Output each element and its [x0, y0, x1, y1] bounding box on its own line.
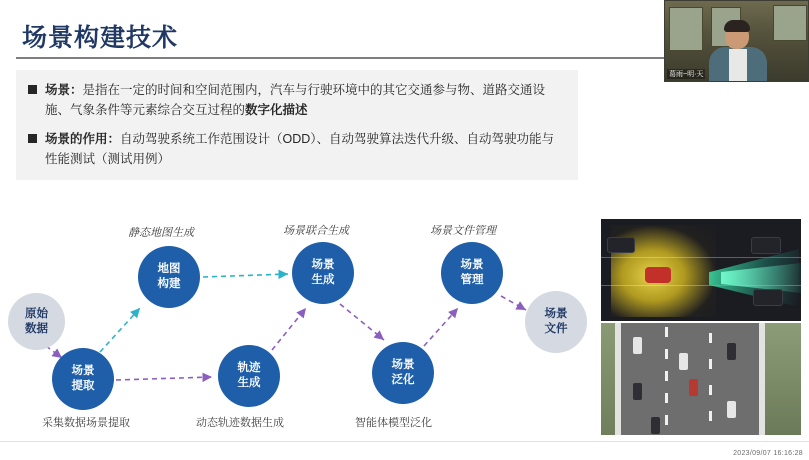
lane-dash	[709, 411, 712, 421]
road-edge-line	[615, 323, 621, 435]
vehicle-marker	[607, 237, 635, 253]
node-label-line2: 提取	[71, 380, 95, 392]
flow-node-map-building[interactable]	[138, 246, 200, 308]
flow-node-scene-extraction[interactable]	[52, 348, 114, 410]
caption-collect: 采集数据场景提取	[42, 417, 130, 429]
person-hair	[724, 20, 750, 32]
vehicle-marker	[753, 289, 783, 306]
node-label-line2: 构建	[157, 278, 181, 290]
node-label-line2: 生成	[237, 377, 261, 389]
node-label-line2: 数据	[25, 322, 48, 335]
bullet-text	[45, 80, 566, 120]
caption-static-map: 静态地图生成	[128, 227, 194, 239]
lane-dash	[665, 415, 668, 425]
bullet-body: 是指在一定的时间和空间范围内，汽车与行驶环境中的其它交通参与物、道路交通设施、气象条件等元素综合交互过程的	[45, 83, 546, 117]
video-participant-tile[interactable]	[664, 0, 809, 82]
node-label-line2: 管理	[460, 274, 484, 286]
node-label-line2: 生成	[311, 274, 335, 286]
lane-dash	[709, 385, 712, 395]
flow-node-scene-generation[interactable]	[292, 242, 354, 304]
lane-dash	[665, 371, 668, 381]
caption-joint-scene: 场景联合生成	[283, 225, 349, 237]
video-window-decor	[773, 5, 807, 41]
node-label-line1: 场景	[391, 359, 415, 371]
bullet-item	[28, 129, 566, 169]
page-title: 场景构建技术	[22, 24, 179, 52]
lane-dash	[665, 393, 668, 403]
node-label-line1: 轨迹	[237, 362, 261, 374]
vehicle-marker	[633, 383, 642, 400]
bullet-lead: 场景的作用：	[45, 132, 121, 146]
ego-vehicle-marker	[645, 267, 671, 283]
flow-node-trajectory-generation[interactable]	[218, 345, 280, 407]
road-edge-line	[759, 323, 765, 435]
square-bullet-icon	[28, 134, 37, 143]
flow-node-scene-generalization[interactable]	[372, 342, 434, 404]
video-window-decor	[669, 7, 703, 51]
perception-simulation-image	[601, 219, 801, 321]
bullet-lead: 场景：	[45, 83, 83, 97]
vehicle-marker	[727, 401, 736, 418]
node-label-line1: 场景	[460, 259, 484, 271]
node-label-line1: 场景	[311, 259, 335, 271]
square-bullet-icon	[28, 85, 37, 94]
vehicle-marker	[651, 417, 660, 434]
participant-name-label: 葛雨~明·天	[669, 71, 704, 78]
vehicle-marker	[633, 337, 642, 354]
timestamp-label: 2023/09/07 16:16:28	[733, 450, 803, 457]
bullet-body: 自动驾驶系统工作范围设计（ODD）、自动驾驶算法迭代升级、自动驾驶功能与性能测试（测试用例）	[45, 132, 555, 166]
lane-dash	[665, 349, 668, 359]
process-flow-diagram	[0, 190, 600, 440]
node-label-line1: 场景	[544, 308, 568, 320]
bullet-text	[45, 129, 566, 169]
vehicle-marker	[751, 237, 781, 254]
node-label-line2: 文件	[544, 323, 568, 335]
caption-file-manage: 场景文件管理	[430, 225, 496, 237]
caption-dynamic: 动态轨迹数据生成	[196, 417, 284, 429]
flow-node-scene-management[interactable]	[441, 242, 503, 304]
node-label-line1: 原始	[25, 307, 48, 320]
bullet-box	[16, 70, 578, 180]
vehicle-marker	[679, 353, 688, 370]
lane-dash	[709, 333, 712, 343]
vehicle-marker	[727, 343, 736, 360]
node-label-line2: 泛化	[391, 374, 415, 386]
bullet-item	[28, 80, 566, 120]
person-shirt	[729, 49, 747, 82]
node-label-line1: 场景	[71, 365, 95, 377]
bullet-bold-tail: 数字化描述	[245, 103, 308, 117]
flow-node-raw-data[interactable]	[8, 293, 65, 350]
aerial-road-image	[601, 323, 801, 435]
caption-intelligent: 智能体模型泛化	[355, 417, 432, 429]
lane-dash	[709, 359, 712, 369]
node-label-line1: 地图	[157, 263, 181, 275]
flow-node-scene-file[interactable]	[525, 291, 587, 353]
vehicle-marker	[689, 379, 698, 396]
lane-dash	[665, 327, 668, 337]
roadside-terrain	[765, 323, 801, 435]
footer-divider	[0, 441, 809, 442]
